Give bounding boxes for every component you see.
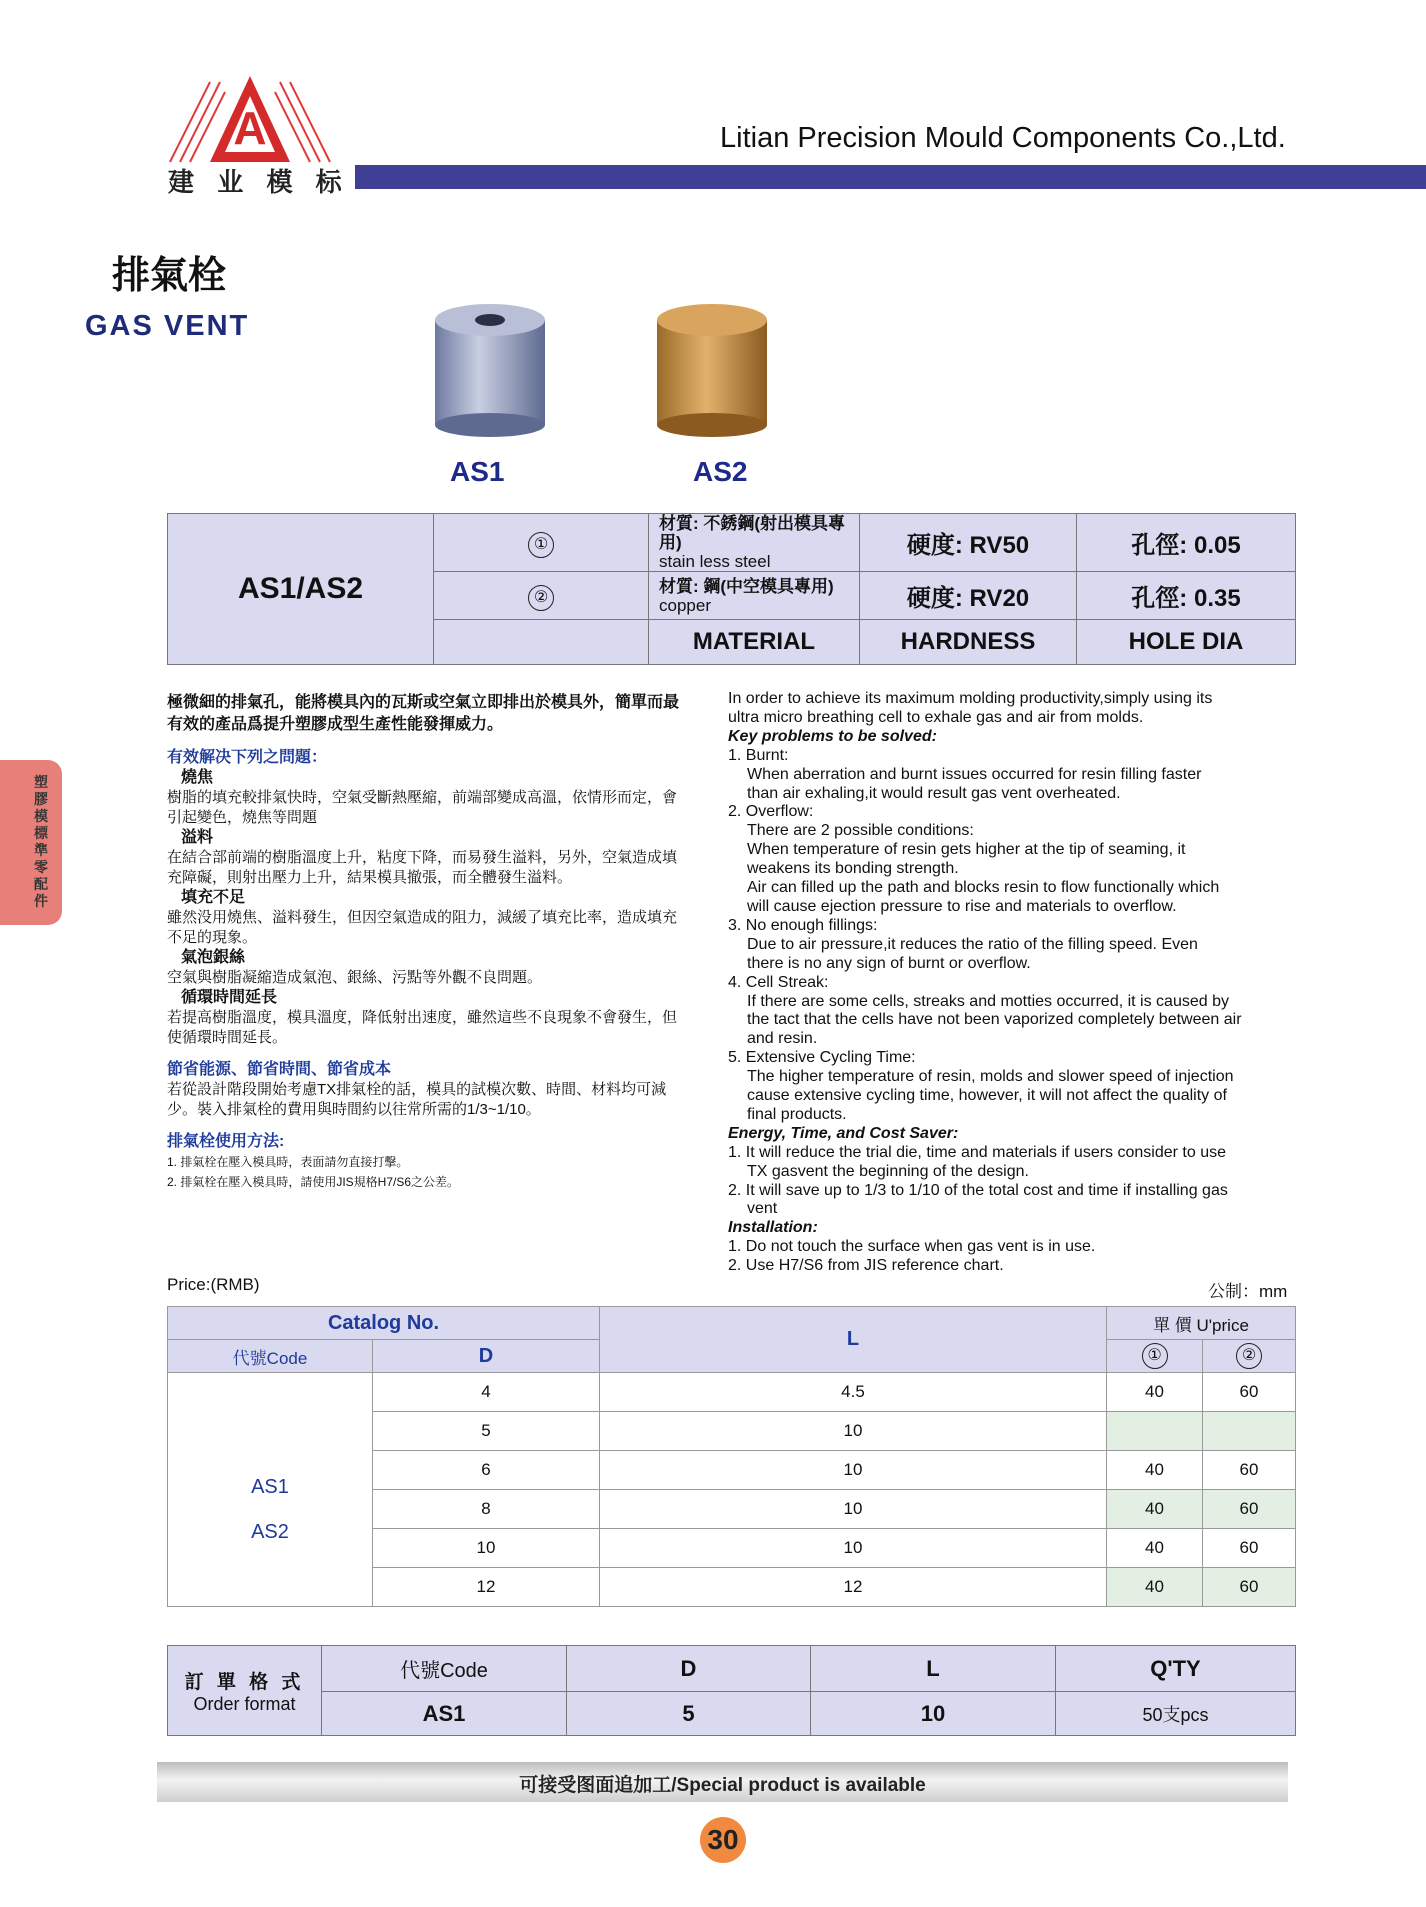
code-as2: AS2 — [251, 1520, 289, 1543]
burnt-line-2: than air exhaling,it would result gas vent overheated. — [747, 784, 1121, 802]
code-as1: AS1 — [251, 1475, 289, 1498]
order-v-l: 10 — [811, 1692, 1056, 1736]
installation-line-2: 2. Use H7/S6 from JIS reference chart. — [728, 1257, 1004, 1275]
code-header: 代號Code — [168, 1340, 373, 1373]
fillings-title: 3. No enough fillings: — [728, 916, 878, 934]
cycling-line-2: cause extensive cycling time, however, it will not affect the quality of — [747, 1087, 1227, 1105]
row-3-p1: 40 — [1107, 1451, 1203, 1490]
overflow-title: 2. Overflow: — [728, 803, 814, 821]
problem-2-title: 溢料 — [181, 829, 214, 846]
row-1-p2: 60 — [1203, 1373, 1296, 1412]
spec-hole-1 — [1077, 514, 1296, 572]
page-number: 30 — [700, 1817, 746, 1863]
spec-footer-hardness: HARDNESS — [860, 620, 1077, 665]
intro-en-1: In order to achieve its maximum molding productivity,simply using its — [728, 690, 1213, 707]
problem-1-body: 樹脂的填充較排氣快時，空氣受斷熱壓縮，前端部變成高溫，依情形而定，會引起變色，燒焦等問題 — [167, 789, 678, 826]
overflow-line-2: When temperature of resin gets higher at the tip of seaming, it — [747, 841, 1186, 859]
company-name: Litian Precision Mould Components Co.,Ltd. — [720, 122, 1286, 154]
problem-4-body: 空氣與樹脂凝縮造成氣泡、銀絲、污點等外觀不良問題。 — [167, 969, 543, 986]
header-bar — [355, 165, 1426, 189]
key-problems-heading: Key problems to be solved: — [728, 727, 937, 745]
spec-hardness-value-1: RV50 — [969, 532, 1030, 559]
problem-4-title: 氣泡銀絲 — [181, 949, 246, 966]
left-description — [167, 692, 687, 1192]
d-header: D — [373, 1340, 600, 1373]
usage-heading-cn: 排氣栓使用方法: — [167, 1133, 285, 1150]
burnt-line-1: When aberration and burnt issues occurred for resin filling faster — [747, 765, 1202, 783]
spec-footer-material: MATERIAL — [649, 620, 860, 665]
row-6-d: 12 — [373, 1568, 600, 1607]
spec-hole-2 — [1077, 572, 1296, 620]
row-2-p1 — [1107, 1412, 1203, 1451]
fillings-line-2: there is no any sign of burnt or overflow. — [747, 954, 1031, 972]
problem-1-title: 燒焦 — [181, 769, 214, 786]
as2-product-image — [652, 300, 772, 440]
row-3-p2: 60 — [1203, 1451, 1296, 1490]
order-h-l: L — [811, 1646, 1056, 1692]
saver-line-3: 2. It will save up to 1/3 to 1/10 of the total cost and time if installing gas — [728, 1181, 1228, 1199]
uprice-header: 單 價 U'price — [1107, 1307, 1296, 1340]
intro-en-2: ultra micro breathing cell to exhale gas and air from molds. — [728, 708, 1144, 726]
spec-hole-value-1: 0.05 — [1193, 532, 1241, 559]
overflow-line-5: will cause ejection pressure to rise and materials to overflow. — [747, 897, 1177, 915]
spec-hardness-1 — [860, 514, 1077, 572]
row-1-p1: 40 — [1107, 1373, 1203, 1412]
installation-line-1: 1. Do not touch the surface when gas vent is in use. — [728, 1238, 1096, 1256]
row-1-l: 4.5 — [600, 1373, 1107, 1412]
streak-title: 4. Cell Streak: — [728, 973, 829, 991]
row-4-d: 8 — [373, 1490, 600, 1529]
row-4-p1: 40 — [1107, 1490, 1203, 1529]
row-5-d: 10 — [373, 1529, 600, 1568]
usage-2-cn: 2. 排氣栓在壓入模具時，請使用JIS規格H7/S6之公差。 — [167, 1175, 460, 1189]
row-1-d: 4 — [373, 1373, 600, 1412]
row-3-d: 6 — [373, 1451, 600, 1490]
as2-label: AS2 — [693, 456, 748, 487]
spec-hardness-label-1: 硬度: — [906, 532, 963, 559]
price-table — [167, 1306, 1296, 1607]
saver-body-cn: 若從設計階段開始考慮TX排氣栓的話，模具的試模次數、時間、材料均可減少。裝入排氣栓的費用與時間約以往常所需的1/3~1/10。 — [167, 1081, 667, 1118]
spec-hole-value-2: 0.35 — [1193, 585, 1241, 612]
problem-3-title: 填充不足 — [181, 889, 246, 906]
order-v-code: AS1 — [322, 1692, 567, 1736]
as1-label: AS1 — [450, 456, 505, 487]
svg-text:A: A — [233, 102, 267, 154]
row-5-p2: 60 — [1203, 1529, 1296, 1568]
spec-material-2 — [649, 572, 860, 620]
order-format-cn: 訂 單 格 式 — [184, 1671, 305, 1693]
title-chinese: 排氣栓 — [112, 255, 227, 297]
installation-heading: Installation: — [728, 1219, 818, 1237]
overflow-line-3: weakens its bonding strength. — [747, 860, 959, 878]
special-product-note: 可接受图面追加工/Special product is available — [519, 1775, 926, 1796]
problem-3-body: 雖然没用燒焦、溢料發生，但因空氣造成的阻力，減緩了填充比率，造成填充不足的現象。 — [167, 909, 678, 946]
order-h-d: D — [567, 1646, 811, 1692]
saver-heading-cn: 節省能源、節省時間、節省成本 — [167, 1061, 392, 1078]
row-6-l: 12 — [600, 1568, 1107, 1607]
price-col-1: ① — [1142, 1343, 1168, 1369]
row-4-l: 10 — [600, 1490, 1107, 1529]
cycling-line-3: final products. — [747, 1105, 847, 1123]
problems-heading-cn: 有效解决下列之問題： — [167, 749, 328, 766]
row-3-l: 10 — [600, 1451, 1107, 1490]
spec-hardness-2 — [860, 572, 1077, 620]
l-header: L — [600, 1307, 1107, 1373]
saver-line-4: vent — [747, 1200, 778, 1218]
burnt-title: 1. Burnt: — [728, 746, 789, 764]
usage-1-cn: 1. 排氣栓在壓入模具時，表面請勿直接打擊。 — [167, 1155, 409, 1169]
order-h-qty: Q'TY — [1056, 1646, 1296, 1692]
problem-5-body: 若提高樹脂溫度，模具溫度，降低射出速度，雖然這些不良現象不會發生，但使循環時間延長。 — [167, 1009, 678, 1046]
row-6-p1: 40 — [1107, 1568, 1203, 1607]
side-tab-label: 塑膠模標準零配件 — [34, 774, 48, 909]
spec-material-1 — [649, 514, 860, 572]
spec-material-cn-1: 材質: 不銹鋼(射出模具專用) — [659, 514, 846, 552]
problem-5-title: 循環時間延長 — [181, 989, 278, 1006]
streak-line-2: the tact that the cells have not been vaporized completely between air — [747, 1011, 1242, 1029]
saver-line-2: TX gasvent the beginning of the design. — [747, 1162, 1029, 1180]
spec-hole-label-2: 孔徑: — [1131, 585, 1188, 612]
spec-hole-label-1: 孔徑: — [1131, 532, 1188, 559]
spec-footer-hole: HOLE DIA — [1077, 620, 1296, 665]
right-description — [728, 690, 1318, 1276]
unit-label: 公制：mm — [1208, 1282, 1288, 1301]
as1-product-image — [430, 300, 550, 440]
intro-cn: 極微細的排氣孔，能將模具內的瓦斯或空氣立即排出於模具外，簡單而最有效的產品爲提升塑膠成型生產性能發揮威力。 — [167, 694, 680, 733]
spec-model: AS1/AS2 — [168, 514, 434, 665]
order-format-en: Order format — [193, 1693, 296, 1714]
spec-hardness-label-2: 硬度: — [906, 585, 963, 612]
streak-line-1: If there are some cells, streaks and motties occurred, it is caused by — [747, 992, 1229, 1010]
saver-line-1: 1. It will reduce the trial die, time and materials if users consider to use — [728, 1143, 1226, 1161]
spec-table — [167, 513, 1296, 665]
spec-material-en-1: stain less steel — [659, 552, 771, 571]
spec-material-en-2: copper — [659, 595, 711, 615]
order-v-qty: 50支pcs — [1056, 1692, 1296, 1736]
row-4-p2: 60 — [1203, 1490, 1296, 1529]
spec-material-cn-2: 材質: 鋼(中空模具專用) — [659, 576, 834, 596]
price-col-2: ② — [1236, 1343, 1262, 1369]
cycling-line-1: The higher temperature of resin, molds and slower speed of injection — [747, 1068, 1234, 1086]
spec-mark-1: ① — [528, 532, 554, 558]
spec-mark-2: ② — [528, 585, 554, 611]
logo-subtitle: 建 业 模 标 — [168, 167, 350, 197]
catalog-header: Catalog No. — [168, 1307, 600, 1340]
row-5-p1: 40 — [1107, 1529, 1203, 1568]
streak-line-3: and resin. — [747, 1030, 818, 1048]
spec-hardness-value-2: RV20 — [969, 585, 1030, 612]
order-format-label — [168, 1646, 322, 1736]
cycling-title: 5. Extensive Cycling Time: — [728, 1049, 916, 1067]
row-2-l: 10 — [600, 1412, 1107, 1451]
title-english: GAS VENT — [85, 310, 250, 342]
price-label: Price:(RMB) — [167, 1275, 260, 1294]
problem-2-body: 在結合部前端的樹脂溫度上升，粘度下降，而易發生溢料，另外，空氣造成填充障礙，則射出壓力上升，結果模具撤張，而全體發生溢料。 — [167, 849, 678, 886]
side-category-tab — [0, 760, 62, 925]
order-v-d: 5 — [567, 1692, 811, 1736]
saver-heading-en: Energy, Time, and Cost Saver: — [728, 1124, 959, 1142]
row-2-d: 5 — [373, 1412, 600, 1451]
order-format-table — [167, 1645, 1296, 1736]
row-2-p2 — [1203, 1412, 1296, 1451]
order-h-code: 代號Code — [322, 1646, 567, 1692]
row-6-p2: 60 — [1203, 1568, 1296, 1607]
overflow-line-1: There are 2 possible conditions: — [747, 822, 974, 840]
fillings-line-1: Due to air pressure,it reduces the ratio of the filling speed. Even — [747, 935, 1198, 953]
overflow-line-4: Air can filled up the path and blocks resin to flow functionally which — [747, 879, 1220, 897]
row-5-l: 10 — [600, 1529, 1107, 1568]
code-cell — [168, 1373, 373, 1607]
